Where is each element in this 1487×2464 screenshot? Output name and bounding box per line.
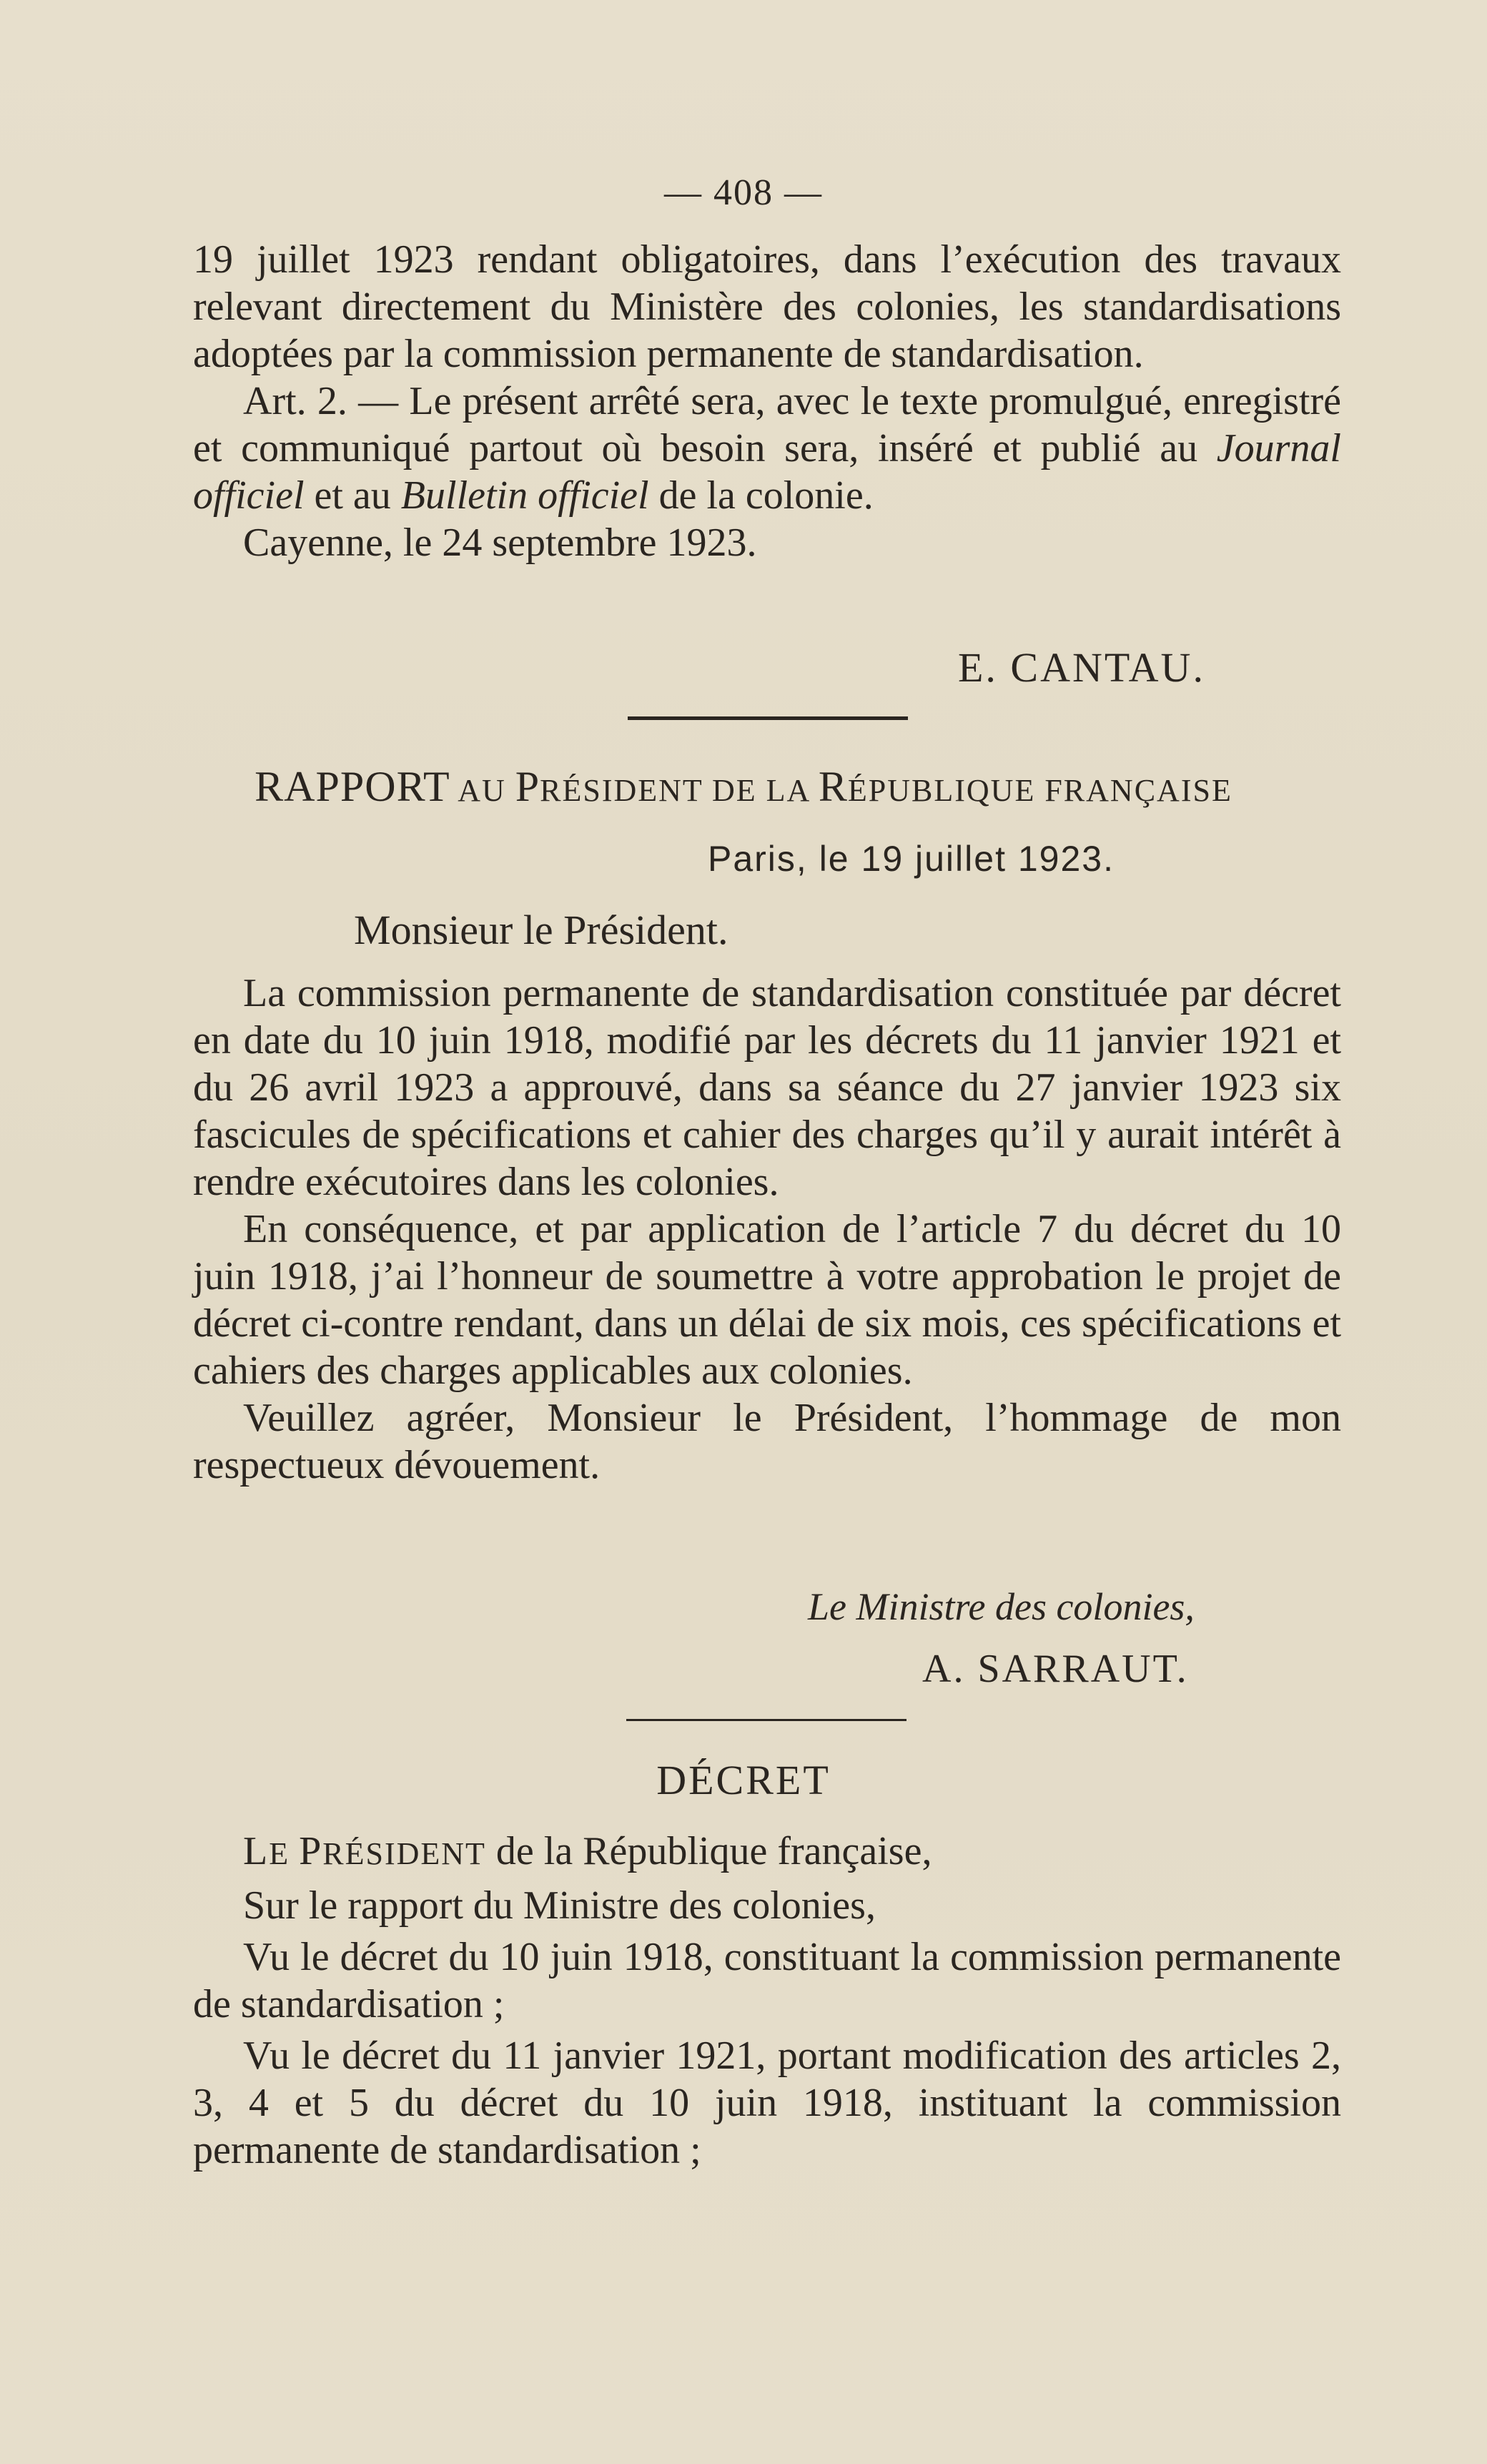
rapport-paragraph-2: En conséquence, et par application de l’article 7 du décret du 10 juin 1918, j’ai l’honneur de soumettre à votre approbation le projet de décret ci-contre rendant, dans un délai de six mois, ces spécifications et cahiers des charges applicables aux colonies. [193, 1207, 1341, 1393]
rapport-date: Paris, le 19 juillet 1923. [708, 839, 1115, 879]
section-divider-2 [626, 1719, 906, 1721]
rapport-signer-name: A. SARRAUT. [922, 1647, 1189, 1691]
arrete-paragraph-1: 19 juillet 1923 rendant obligatoires, dans l’exécution des travaux relevant directement du Ministère des colonies, les standardisations adoptées par la commission permanente de standardisation. [193, 237, 1341, 376]
decret-vu-1: Vu le décret du 10 juin 1918, constituant la commission permanente de standardisation ; [193, 1935, 1341, 2026]
decret-vu-2: Vu le décret du 11 janvier 1921, portant modification des articles 2, 3, 4 et 5 du décret du 10 juin 1918, instituant la commission permanente de standardisation ; [193, 2034, 1341, 2172]
arrete-article-2: Art. 2. — Le présent arrêté sera, avec le texte promulgué, enregistré et communiqué partout où besoin sera, inséré et publié au Journal officiel et au Bulletin officiel de la colonie. [193, 379, 1341, 518]
arrete-place-date: Cayenne, le 24 septembre 1923. [243, 521, 757, 565]
decret-title: DÉCRET [656, 1757, 831, 1803]
journal-officiel-title: Journal officiel [193, 426, 1341, 518]
decret-body [193, 1828, 1341, 2174]
page-number: — 408 — [664, 172, 823, 213]
arrete-signature: E. CANTAU. [958, 644, 1205, 691]
rapport-paragraph-3: Veuillez agréer, Monsieur le Président, l’hommage de mon respectueux dévouement. [193, 1396, 1341, 1487]
decret-line-2: Sur le rapport du Ministre des colonies, [243, 1883, 876, 1928]
decret-lead: LE PRÉSIDENT de la République française, [243, 1829, 932, 1873]
arrete-section [193, 236, 1341, 566]
rapport-signer-title: Le Ministre des colonies, [808, 1585, 1195, 1628]
rapport-paragraph-1: La commission permanente de standardisation constituée par décret en date du 10 juin 1918, modifié par les décrets du 11 janvier 1921 et du 26 avril 1923 a approuvé, dans sa séance du 27 janvier 1923 six fascicules de spécifications et cahier des charges qu’il y aurait intérêt à rendre exécutoires dans les colonies. [193, 971, 1341, 1204]
rapport-body [193, 907, 1341, 1489]
rapport-salutation: Monsieur le Président. [354, 907, 728, 953]
section-divider-1 [628, 716, 908, 720]
rapport-title: RAPPORT AU PRÉSIDENT DE LA RÉPUBLIQUE FRANÇAISE [255, 763, 1232, 810]
bulletin-officiel-title: Bulletin officiel [400, 473, 649, 518]
